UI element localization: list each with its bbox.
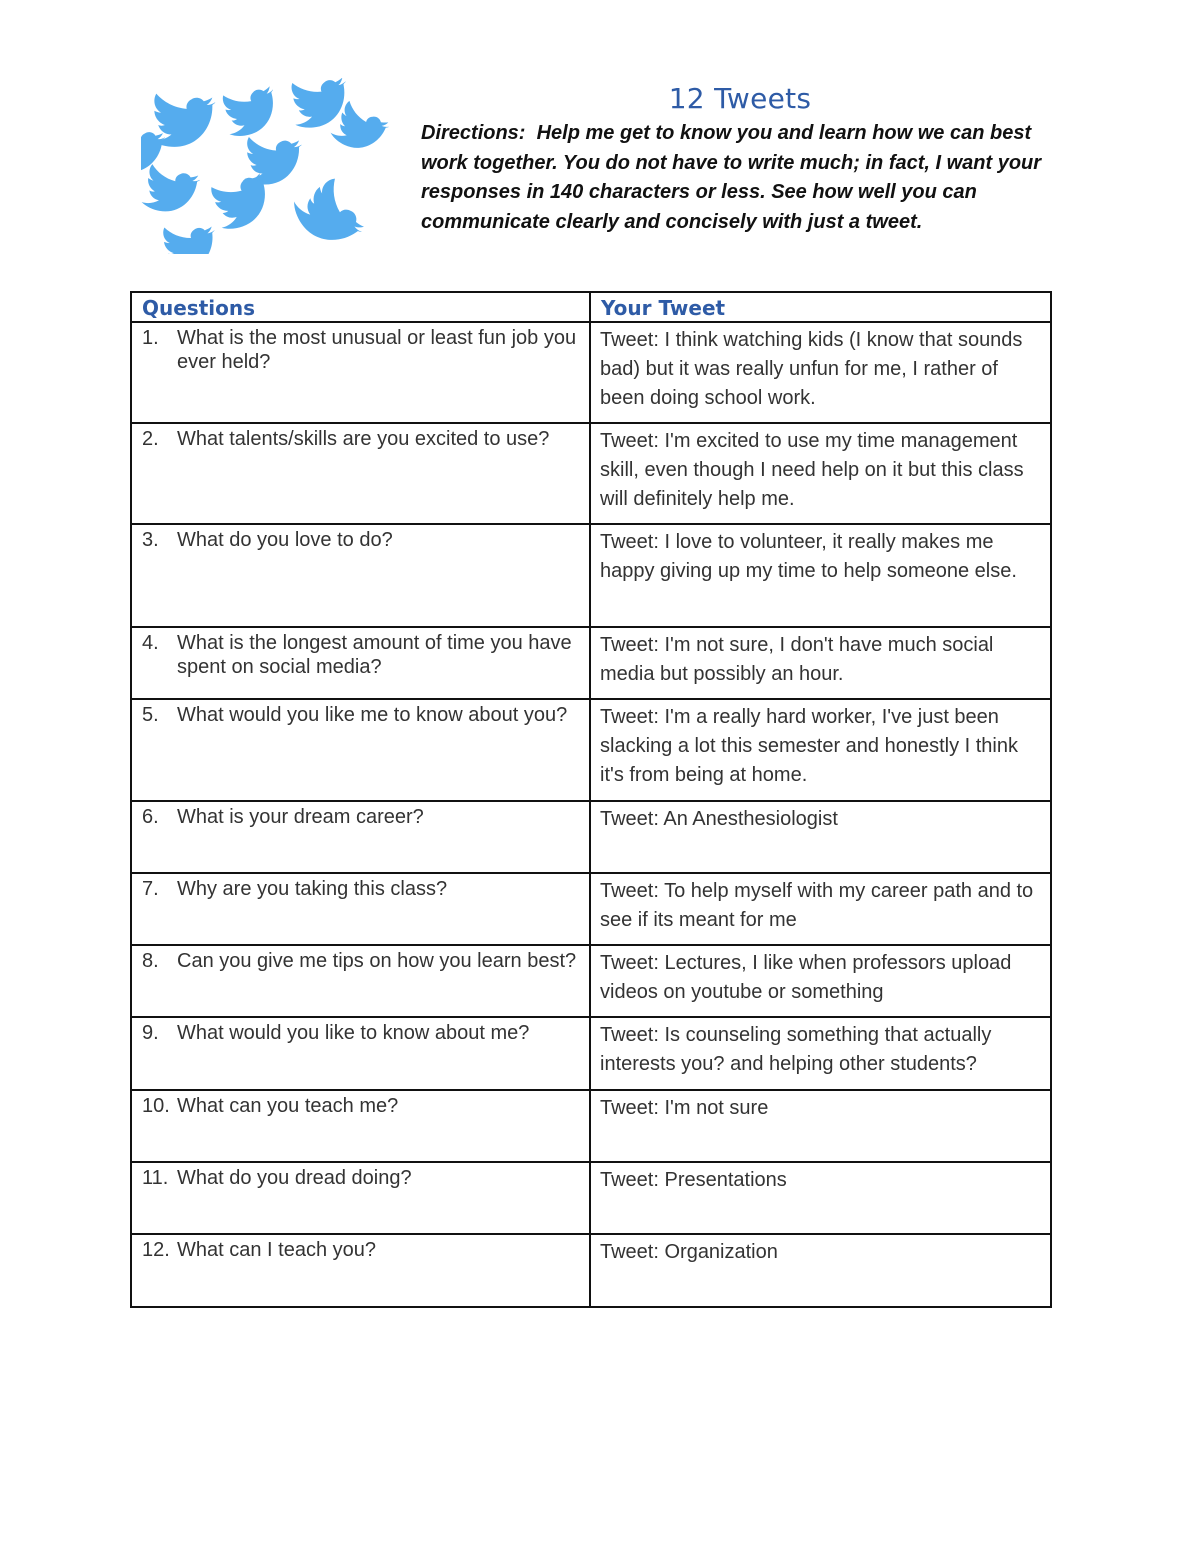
question-text: Why are you taking this class? [177, 878, 448, 900]
directions-paragraph [421, 119, 1071, 237]
table-row [131, 627, 1051, 699]
tweet-text: Tweet: An Anesthesiologist [600, 808, 838, 830]
question-cell [131, 322, 590, 423]
question-number: 12. [142, 1239, 170, 1261]
question-number: 1. [142, 327, 159, 349]
tweet-text: Tweet: I'm a really hard worker, I've just been slacking a lot this semester and honestly I think it's from being at home. [600, 706, 1018, 786]
question-number: 7. [142, 878, 159, 900]
table-row [131, 873, 1051, 945]
question-text: What can you teach me? [177, 1095, 399, 1117]
twitter-bird-icon [245, 137, 302, 185]
question-text: What is your dream career? [177, 806, 424, 828]
question-cell [131, 1162, 590, 1234]
tweet-cell [590, 627, 1051, 699]
twitter-bird-pattern [141, 78, 389, 254]
question-cell [131, 1090, 590, 1162]
question-number: 2. [142, 428, 159, 450]
tweet-cell [590, 1090, 1051, 1162]
table-header-row [131, 292, 1051, 322]
table-row [131, 1017, 1051, 1090]
question-number: 4. [142, 632, 159, 654]
tweet-text: Tweet: Presentations [600, 1169, 787, 1191]
tweet-cell [590, 1017, 1051, 1090]
table-row [131, 322, 1051, 423]
question-number: 9. [142, 1022, 159, 1044]
tweet-text: Tweet: I'm not sure, I don't have much social media but possibly an hour. [600, 634, 994, 685]
question-number: 10. [142, 1095, 170, 1117]
table-row [131, 801, 1051, 873]
tweet-text: Tweet: I'm excited to use my time management skill, even though I need help on it but this class will definitely help me. [600, 430, 1024, 510]
tweet-text: Tweet: I'm not sure [600, 1097, 769, 1119]
twitter-bird-icon [219, 83, 282, 140]
tweet-text: Tweet: Is counseling something that actually interests you? and helping other students? [600, 1024, 992, 1075]
table-row [131, 1234, 1051, 1307]
tweet-text: Tweet: I love to volunteer, it really makes me happy giving up my time to help someone else. [600, 531, 1017, 582]
question-text: What would you like to know about me? [177, 1022, 530, 1044]
tweet-text: Tweet: To help myself with my career path and to see if its meant for me [600, 880, 1034, 931]
twitter-bird-icon [141, 163, 201, 216]
table-row [131, 524, 1051, 627]
question-text: What would you like me to know about you? [177, 704, 568, 726]
question-cell [131, 423, 590, 524]
twitter-bird-icon [160, 223, 217, 254]
question-number: 5. [142, 704, 159, 726]
question-text: What talents/skills are you excited to use? [177, 428, 550, 450]
directions-text: Help me get to know you and learn how we can best work together. You do not have to write much; in fact, I want your responses in 140 characters or less. See how well you can communicate clearly and concisely with just a tweet. [421, 122, 1042, 233]
tweet-cell [590, 801, 1051, 873]
directions-label: Directions: [421, 122, 526, 144]
questions-header: Questions [131, 292, 590, 322]
page-title: 12 Tweets [668, 82, 812, 115]
question-number: 11. [142, 1167, 169, 1189]
question-cell [131, 1234, 590, 1307]
tweet-text: Tweet: Lectures, I like when professors upload videos on youtube or something [600, 952, 1012, 1003]
question-text: What can I teach you? [177, 1239, 377, 1261]
question-text: What is the most unusual or least fun job you ever held? [177, 327, 577, 373]
question-text: Can you give me tips on how you learn best? [177, 950, 577, 972]
question-text: What is the longest amount of time you have spent on social media? [177, 632, 572, 678]
table-row [131, 1090, 1051, 1162]
tweet-cell [590, 524, 1051, 627]
question-number: 3. [142, 529, 159, 551]
tweet-cell [590, 945, 1051, 1017]
question-cell [131, 801, 590, 873]
question-cell [131, 699, 590, 801]
your-tweet-header: Your Tweet [590, 292, 1051, 322]
question-cell [131, 524, 590, 627]
tweet-cell [590, 873, 1051, 945]
question-cell [131, 873, 590, 945]
twitter-bird-graphic [141, 78, 389, 254]
table-row [131, 699, 1051, 801]
tweet-cell [590, 1234, 1051, 1307]
tweets-table [130, 291, 1052, 1308]
question-number: 6. [142, 806, 159, 828]
table-row [131, 423, 1051, 524]
question-cell [131, 945, 590, 1017]
table-row [131, 1162, 1051, 1234]
tweet-cell [590, 1162, 1051, 1234]
question-text: What do you love to do? [177, 529, 393, 551]
tweet-cell [590, 423, 1051, 524]
tweet-text: Tweet: Organization [600, 1241, 778, 1263]
question-cell [131, 627, 590, 699]
tweet-text: Tweet: I think watching kids (I know that sounds bad) but it was really unfun for me, I rather of been doing school work. [600, 329, 1023, 409]
tweet-cell [590, 322, 1051, 423]
table-row [131, 945, 1051, 1017]
question-text: What do you dread doing? [177, 1167, 412, 1189]
tweet-cell [590, 699, 1051, 801]
question-cell [131, 1017, 590, 1090]
question-number: 8. [142, 950, 159, 972]
twitter-bird-icon [289, 175, 369, 254]
